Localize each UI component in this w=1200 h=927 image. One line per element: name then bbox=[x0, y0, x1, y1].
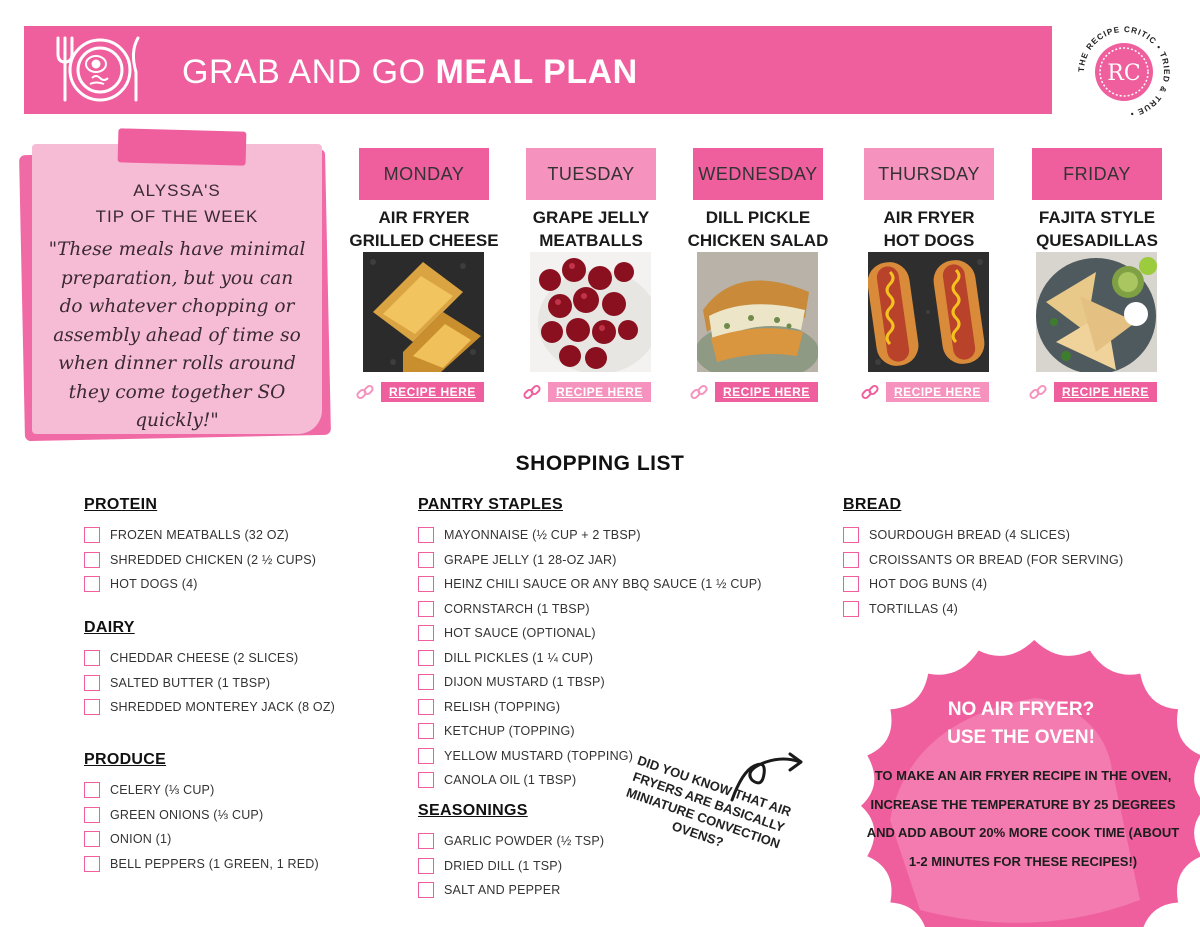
checkbox[interactable] bbox=[418, 833, 434, 849]
list-item bbox=[418, 878, 604, 903]
day-column-friday bbox=[1032, 148, 1162, 399]
recipe-link-row bbox=[860, 382, 989, 402]
section-seasonings bbox=[418, 802, 604, 903]
badge-title-line2: USE THE OVEN! bbox=[947, 727, 1095, 748]
recipe-link-thursday[interactable]: RECIPE HERE bbox=[886, 382, 989, 402]
checklist bbox=[84, 523, 316, 597]
checkbox[interactable] bbox=[84, 576, 100, 592]
list-item bbox=[418, 548, 762, 573]
checkbox[interactable] bbox=[84, 675, 100, 691]
item-label: CANOLA OIL (1 TBSP) bbox=[444, 773, 577, 788]
list-item bbox=[418, 854, 604, 879]
section-heading: PROTEIN bbox=[84, 496, 158, 513]
list-item bbox=[84, 523, 316, 548]
day-tab-monday: MONDAY bbox=[359, 148, 489, 200]
badge-title bbox=[836, 696, 1200, 752]
food-photo-grilled-cheese bbox=[363, 252, 484, 372]
checkbox[interactable] bbox=[418, 674, 434, 690]
checklist bbox=[84, 778, 319, 876]
recipe-link-row bbox=[689, 382, 818, 402]
item-label: GREEN ONIONS (⅓ CUP) bbox=[110, 807, 264, 822]
recipe-title-thursday bbox=[839, 206, 1019, 252]
recipe-title-line1: GRAPE JELLY bbox=[532, 208, 650, 227]
item-label: FROZEN MEATBALLS (32 OZ) bbox=[110, 528, 289, 543]
list-item bbox=[84, 803, 319, 828]
header-banner bbox=[24, 26, 1052, 114]
checkbox[interactable] bbox=[418, 650, 434, 666]
checkbox[interactable] bbox=[84, 699, 100, 715]
link-icon bbox=[522, 382, 542, 402]
item-label: CROISSANTS OR BREAD (FOR SERVING) bbox=[869, 552, 1124, 567]
checkbox[interactable] bbox=[843, 552, 859, 568]
list-item bbox=[84, 671, 335, 696]
badge-body: TO MAKE AN AIR FRYER RECIPE IN THE OVEN, INCREASE THE TEMPERATURE BY 25 DEGREES AND ADD ABOUT 20% MORE COOK TIME (ABOUT 1-2 MINUTES FOR THESE RECIPES!) bbox=[866, 768, 1180, 869]
checkbox[interactable] bbox=[418, 576, 434, 592]
list-item bbox=[843, 523, 1123, 548]
recipe-title-monday bbox=[334, 206, 514, 252]
logo-ring-text: THE RECIPE CRITIC • TRIED & TRUE • bbox=[1076, 24, 1172, 119]
item-label: CORNSTARCH (1 TBSP) bbox=[444, 601, 590, 616]
item-label: SHREDDED MONTEREY JACK (8 OZ) bbox=[110, 700, 336, 715]
checkbox[interactable] bbox=[84, 856, 100, 872]
recipe-title-wednesday bbox=[668, 206, 848, 252]
recipe-link-tuesday[interactable]: RECIPE HERE bbox=[548, 382, 651, 402]
checkbox[interactable] bbox=[843, 576, 859, 592]
checkbox[interactable] bbox=[84, 552, 100, 568]
plate-icon bbox=[52, 34, 146, 106]
item-label: MAYONNAISE (½ CUP + 2 TBSP) bbox=[444, 528, 641, 543]
list-item bbox=[418, 572, 762, 597]
recipe-critic-logo bbox=[1074, 22, 1174, 122]
link-icon bbox=[355, 382, 375, 402]
section-heading: DAIRY bbox=[84, 619, 135, 636]
list-item bbox=[84, 572, 316, 597]
recipe-title-friday bbox=[1007, 206, 1187, 252]
item-label: HEINZ CHILI SAUCE OR ANY BBQ SAUCE (1 ½ CUP) bbox=[444, 577, 762, 592]
list-item bbox=[843, 597, 1123, 622]
item-label: GRAPE JELLY (1 28-OZ JAR) bbox=[444, 552, 617, 567]
section-produce bbox=[84, 751, 319, 876]
item-label: DRIED DILL (1 TSP) bbox=[444, 858, 563, 873]
item-label: DILL PICKLES (1 ¼ CUP) bbox=[444, 650, 594, 665]
recipe-link-friday[interactable]: RECIPE HERE bbox=[1054, 382, 1157, 402]
checkbox[interactable] bbox=[84, 527, 100, 543]
section-bread bbox=[843, 496, 1123, 621]
page-title-light: GRAB AND GO bbox=[182, 53, 436, 91]
tip-heading-line2: TIP OF THE WEEK bbox=[95, 207, 259, 226]
list-item bbox=[418, 523, 762, 548]
checkbox[interactable] bbox=[418, 723, 434, 739]
checkbox[interactable] bbox=[84, 831, 100, 847]
item-label: KETCHUP (TOPPING) bbox=[444, 724, 575, 739]
list-item bbox=[418, 695, 762, 720]
recipe-link-monday[interactable]: RECIPE HERE bbox=[381, 382, 484, 402]
air-fryer-fact: DID YOU KNOW THAT AIR FRYERS ARE BASICALLY MINIATURE CONVECTION OVENS? bbox=[624, 752, 794, 852]
item-label: ONION (1) bbox=[110, 832, 172, 847]
tip-heading-line1: ALYSSA'S bbox=[133, 181, 221, 200]
checklist bbox=[843, 523, 1123, 621]
list-item bbox=[84, 852, 319, 877]
recipe-title-line2: HOT DOGS bbox=[883, 231, 975, 250]
item-label: GARLIC POWDER (½ TSP) bbox=[444, 834, 605, 849]
list-item bbox=[418, 670, 762, 695]
section-heading: PRODUCE bbox=[84, 751, 167, 768]
checkbox[interactable] bbox=[843, 601, 859, 617]
tip-note-tape bbox=[118, 128, 247, 165]
section-pantry-staples bbox=[418, 496, 762, 793]
section-heading: BREAD bbox=[843, 496, 902, 513]
recipe-link-row bbox=[355, 382, 484, 402]
checkbox[interactable] bbox=[843, 527, 859, 543]
day-tab-friday: FRIDAY bbox=[1032, 148, 1162, 200]
day-column-thursday bbox=[864, 148, 994, 399]
link-icon bbox=[689, 382, 709, 402]
recipe-title-line2: GRILLED CHEESE bbox=[349, 231, 499, 250]
item-label: SALT AND PEPPER bbox=[444, 883, 561, 898]
day-column-monday bbox=[349, 148, 499, 399]
checklist bbox=[418, 523, 762, 793]
section-heading: PANTRY STAPLES bbox=[418, 496, 563, 513]
list-item bbox=[418, 744, 762, 769]
checkbox[interactable] bbox=[418, 699, 434, 715]
page-title bbox=[182, 53, 638, 92]
list-item bbox=[418, 829, 604, 854]
checklist bbox=[84, 646, 335, 720]
item-label: HOT DOGS (4) bbox=[110, 577, 198, 592]
section-protein bbox=[84, 496, 316, 597]
list-item bbox=[418, 646, 762, 671]
checkbox[interactable] bbox=[418, 601, 434, 617]
item-label: HOT DOG BUNS (4) bbox=[869, 577, 988, 592]
list-item bbox=[84, 827, 319, 852]
checkbox[interactable] bbox=[418, 552, 434, 568]
recipe-link-wednesday[interactable]: RECIPE HERE bbox=[715, 382, 818, 402]
item-label: SHREDDED CHICKEN (2 ½ CUPS) bbox=[110, 552, 317, 567]
recipe-link-row bbox=[1028, 382, 1157, 402]
item-label: HOT SAUCE (OPTIONAL) bbox=[444, 626, 596, 641]
day-column-tuesday bbox=[526, 148, 656, 399]
badge-title-line1: NO AIR FRYER? bbox=[947, 699, 1095, 720]
list-item bbox=[84, 646, 335, 671]
checkbox[interactable] bbox=[418, 748, 434, 764]
day-tab-thursday: THURSDAY bbox=[864, 148, 994, 200]
checkbox[interactable] bbox=[84, 807, 100, 823]
checkbox[interactable] bbox=[418, 772, 434, 788]
link-icon bbox=[860, 382, 880, 402]
recipe-title-line1: FAJITA STYLE bbox=[1038, 208, 1156, 227]
food-photo-hot-dogs bbox=[868, 252, 989, 372]
item-label: CELERY (⅓ CUP) bbox=[110, 783, 215, 798]
list-item bbox=[418, 621, 762, 646]
list-item bbox=[84, 778, 319, 803]
item-label: DIJON MUSTARD (1 TBSP) bbox=[444, 675, 605, 690]
recipe-title-line1: AIR FRYER bbox=[883, 208, 975, 227]
recipe-title-line1: DILL PICKLE bbox=[705, 208, 811, 227]
checkbox[interactable] bbox=[418, 625, 434, 641]
checkbox[interactable] bbox=[418, 882, 434, 898]
day-tab-wednesday: WEDNESDAY bbox=[693, 148, 823, 200]
item-label: BELL PEPPERS (1 GREEN, 1 RED) bbox=[110, 856, 319, 871]
food-photo-meatballs bbox=[530, 252, 651, 372]
checkbox[interactable] bbox=[418, 527, 434, 543]
checkbox[interactable] bbox=[84, 782, 100, 798]
recipe-title-tuesday bbox=[501, 206, 681, 252]
recipe-title-line2: QUESADILLAS bbox=[1036, 231, 1158, 250]
tip-text: "These meals have minimal preparation, but you can do whatever chopping or assembly ahead of time so when dinner rolls around they come together SO quickly!" bbox=[48, 239, 306, 431]
page-title-bold: MEAL PLAN bbox=[435, 53, 638, 91]
section-dairy bbox=[84, 619, 335, 720]
checklist bbox=[418, 829, 604, 903]
item-label: SOURDOUGH BREAD (4 SLICES) bbox=[869, 528, 1071, 543]
item-label: CHEDDAR CHEESE (2 SLICES) bbox=[110, 651, 299, 666]
recipe-title-line2: CHICKEN SALAD bbox=[687, 231, 829, 250]
checkbox[interactable] bbox=[418, 858, 434, 874]
checkbox[interactable] bbox=[84, 650, 100, 666]
item-label: YELLOW MUSTARD (TOPPING) bbox=[444, 748, 634, 763]
recipe-title-line1: AIR FRYER bbox=[378, 208, 470, 227]
link-icon bbox=[1028, 382, 1048, 402]
logo-monogram: RC bbox=[1107, 61, 1141, 86]
day-tab-tuesday: TUESDAY bbox=[526, 148, 656, 200]
recipe-title-line2: MEATBALLS bbox=[539, 231, 643, 250]
food-photo-quesadillas bbox=[1036, 252, 1157, 372]
shopping-list-title: SHOPPING LIST bbox=[515, 452, 685, 475]
list-item bbox=[843, 548, 1123, 573]
item-label: SALTED BUTTER (1 TBSP) bbox=[110, 675, 271, 690]
list-item bbox=[418, 597, 762, 622]
day-column-wednesday bbox=[687, 148, 829, 399]
section-heading: SEASONINGS bbox=[418, 802, 528, 819]
food-photo-chicken-salad bbox=[697, 252, 818, 372]
list-item bbox=[84, 695, 335, 720]
item-label: TORTILLAS (4) bbox=[869, 601, 958, 616]
recipe-link-row bbox=[522, 382, 651, 402]
list-item bbox=[418, 719, 762, 744]
tip-heading bbox=[32, 178, 322, 230]
list-item bbox=[843, 572, 1123, 597]
list-item bbox=[84, 548, 316, 573]
item-label: RELISH (TOPPING) bbox=[444, 699, 561, 714]
